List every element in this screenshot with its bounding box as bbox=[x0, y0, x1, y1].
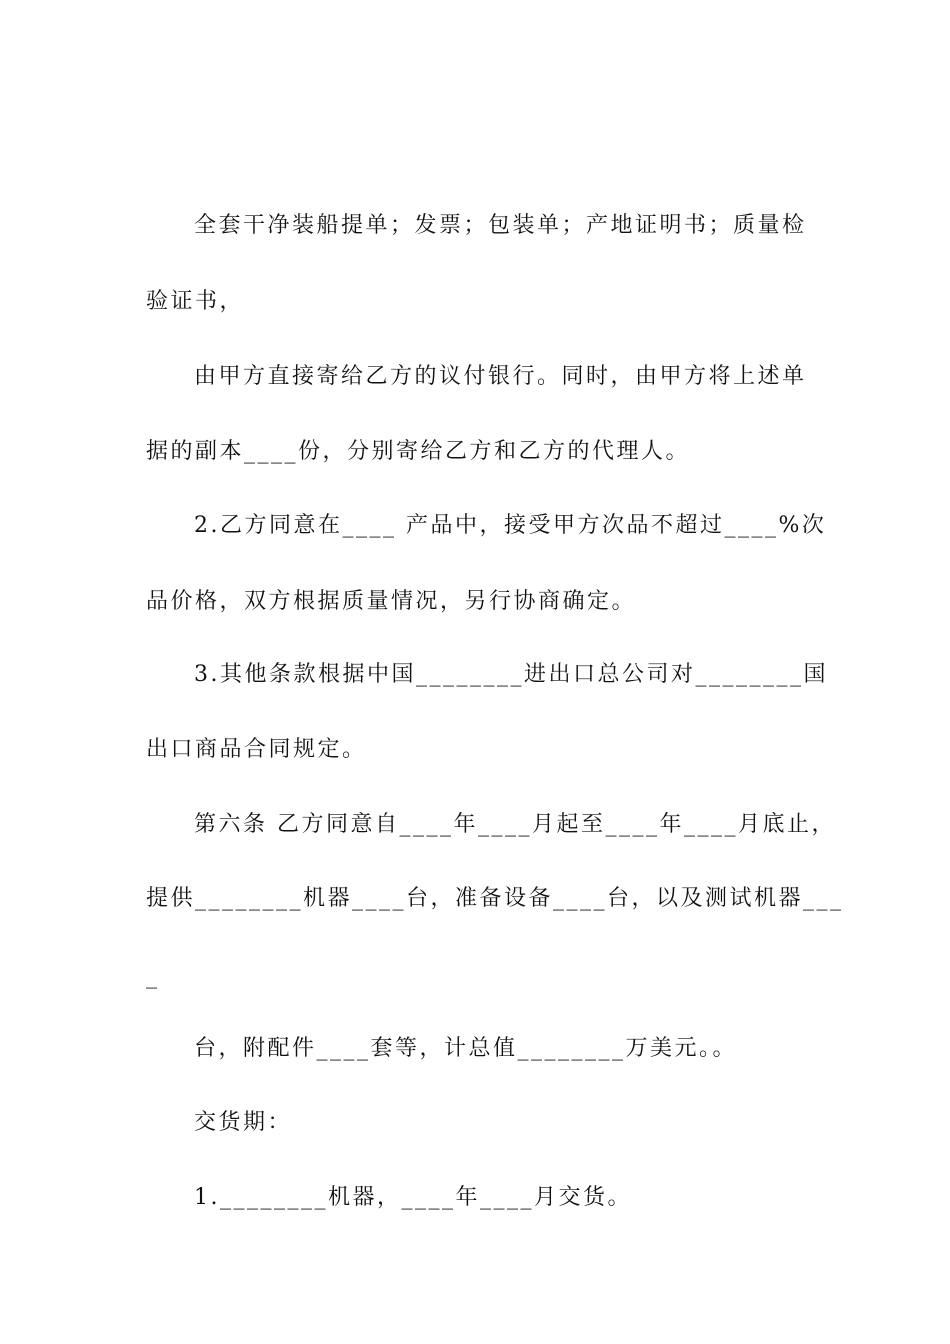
text-line: 验证书， bbox=[146, 289, 245, 314]
text-line: 3.其他条款根据中国________进出口总公司对________国 bbox=[194, 662, 828, 687]
text-line: 第六条 乙方同意自____年____月起至____年____月底止， bbox=[194, 812, 836, 837]
text-line: 由甲方直接寄给乙方的议付银行。同时，由甲方将上述单 bbox=[194, 364, 807, 389]
text-line: 台，附配件____套等，计总值________万美元。。 bbox=[194, 1036, 738, 1061]
text-line: 交货期： bbox=[194, 1110, 293, 1135]
text-line: 出口商品合同规定。 bbox=[146, 737, 367, 762]
text-line: 据的副本____份，分别寄给乙方和乙方的代理人。 bbox=[146, 439, 691, 464]
text-line: 提供________机器____台，准备设备____台，以及测试机器___ bbox=[146, 886, 844, 911]
text-line: 全套干净装船提单；发票；包装单；产地证明书；质量检 bbox=[194, 213, 807, 238]
text-line: 1.________机器，____年____月交货。 bbox=[194, 1185, 632, 1210]
text-line: _ bbox=[146, 964, 160, 989]
text-line: 品价格，双方根据质量情况，另行协商确定。 bbox=[146, 589, 637, 614]
text-line: 2.乙方同意在____ 产品中，接受甲方次品不超过____%次 bbox=[194, 513, 827, 538]
